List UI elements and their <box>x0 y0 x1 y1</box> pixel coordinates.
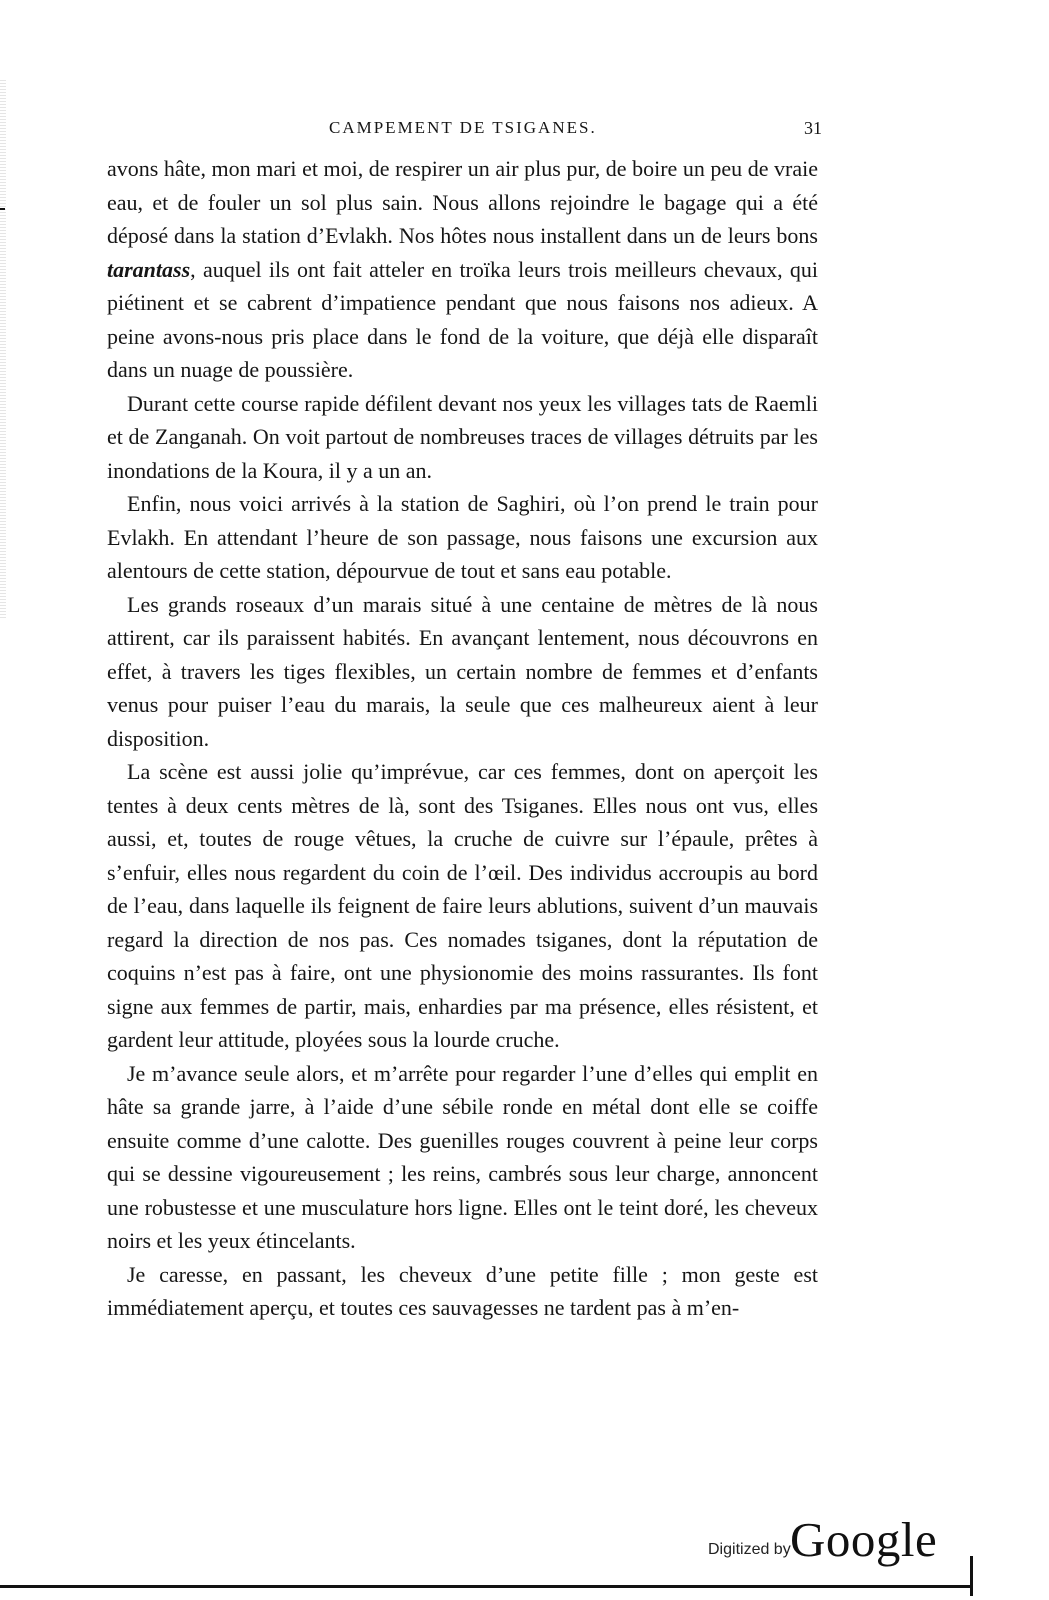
running-head <box>105 118 822 142</box>
paragraph <box>107 755 818 1057</box>
text-segment: avons hâte, mon mari et moi, de respirer un air plus pur, de boire un peu de vraie eau, et de fouler un sol plus sain. Nous allons rejoindre le bagage qui a été déposé dans la station d’Evlakh. Nos hôtes nous installent dans un de leurs bons <box>107 156 818 248</box>
text-segment: Je m’avance seule alors, et m’arrête pour regarder l’une d’elles qui emplit en hâte sa grande jarre, à l’aide d’une sébile ronde en métal dont elle se coiffe ensuite comme d’une calotte. Des guenilles rouges couvrent à peine leur corps qui se dessine vigoureusement ; les reins, cambrés sous leur charge, annoncent une robustesse et une musculature hors ligne. Elles ont le teint doré, les cheveux noirs et les yeux étincelants. <box>107 1060 818 1253</box>
right-scan-mark <box>970 1556 973 1596</box>
paragraph <box>107 152 818 387</box>
italic-term: tarantass <box>107 256 191 282</box>
page-number: 31 <box>804 118 822 138</box>
paragraph <box>107 1057 818 1258</box>
text-segment: La scène est aussi jolie qu’imprévue, car ces femmes, dont on aperçoit les tentes à deux cents mètres de là, sont des Tsiganes. Elles nous ont vus, elles aussi, et, toutes de rouge vêtues, la cruche de cuivre sur l’épaule, prêtes à s’enfuir, elles nous regardent du coin de l’œil. Des individus accroupis au bord de l’eau, dans laquelle ils feignent de faire leurs ablutions, suivent d’un mauvais regard la direction de nos pas. Ces nomades tsiganes, dont la réputation de coquins n’est pas à faire, ont une physionomie des moins rassurantes. Ils font signe aux femmes de partir, mais, enhardies par ma présence, elles résistent, et gardent leur attitude, ployées sous la lourde cruche. <box>107 759 818 1052</box>
watermark-brand: Google <box>790 1512 938 1567</box>
paragraph <box>107 1258 818 1325</box>
text-segment: Je caresse, en passant, les cheveux d’une petite fille ; mon geste est immédiatement aperçu, et toutes ces sauvagesses ne tardent pas à m’en- <box>107 1261 818 1320</box>
paragraph <box>107 487 818 588</box>
scan-edge-mark <box>0 208 5 210</box>
text-segment: Durant cette course rapide défilent devant nos yeux les villages tats de Raemli et de Zanganah. On voit partout de nombreuses traces de villages détruits par les inondations de la Koura, il y a un an. <box>107 390 818 483</box>
bottom-scan-rule <box>0 1585 970 1588</box>
watermark-prefix: Digitized by <box>708 1541 791 1558</box>
running-title: CAMPEMENT DE TSIGANES. <box>329 118 597 137</box>
text-segment: Enfin, nous voici arrivés à la station de Saghiri, où l’on prend le train pour Evlakh. En attendant l’heure de son passage, nous faisons une excursion aux alentours de cette station, dépourvue de tout et sans eau potable. <box>107 491 818 583</box>
scan-edge-lines <box>0 80 6 620</box>
google-watermark <box>708 1508 968 1572</box>
text-segment: Les grands roseaux d’un marais situé à une centaine de mètres de là nous attirent, car ils paraissent habités. En avançant lentement, nous découvrons en effet, à travers les tiges flexibles, un certain nombre de femmes et d’enfants venus pour puiser l’eau du marais, la seule que ces malheureux aient à leur disposition. <box>107 591 818 751</box>
paragraph <box>107 588 818 756</box>
text-segment: , auquel ils ont fait atteler en troïka leurs trois meilleurs chevaux, qui piétinent et se cabrent d’impatience pendant que nous faisons nos adieux. A peine avons-nous pris place dans le fond de la voiture, que déjà elle disparaît dans un nuage de poussière. <box>107 256 818 382</box>
paragraph <box>107 387 818 488</box>
body-text <box>107 152 818 1325</box>
